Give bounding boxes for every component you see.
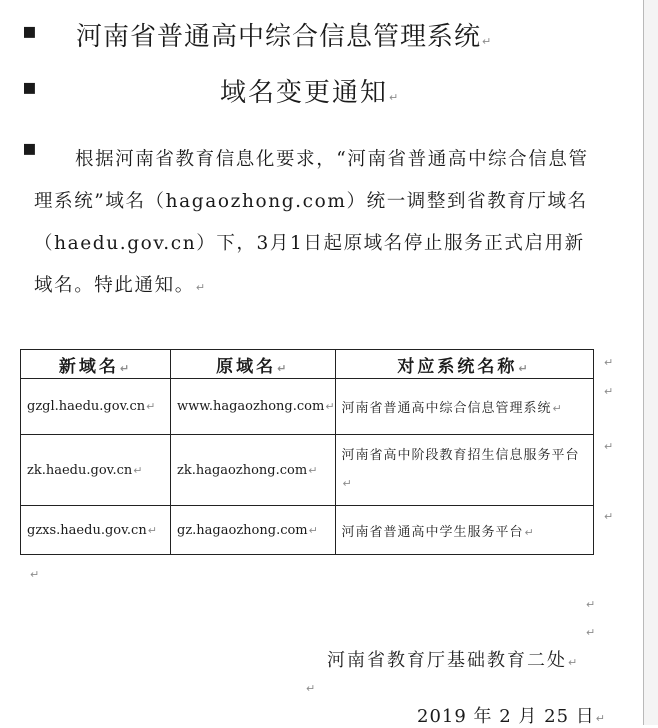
table-header-row: [21, 350, 594, 379]
notice-body: 根据河南省教育信息化要求，“河南省普通高中综合信息管理系统”域名（hagaozhong.com）统一调整到省教育厅域名（haedu.gov.cn）下，3月1日起原域名停止服务正式启用新域名。特此通知。↵: [34, 149, 589, 296]
document-subtitle: 域名变更通知↵: [220, 78, 401, 108]
new-domain-cell: gzxs.haedu.gov.cn↵: [21, 506, 171, 555]
old-domain-cell: gz.hagaozhong.com↵: [171, 506, 336, 555]
paragraph-mark: ↵: [306, 682, 316, 695]
table-row: [21, 435, 594, 506]
issuer-signature: 河南省教育厅基础教育二处↵: [327, 650, 580, 671]
bullet-marker: ▪: [22, 19, 37, 44]
old-domain-cell: zk.hagaozhong.com↵: [171, 435, 336, 506]
old-domain-cell: www.hagaozhong.com↵: [171, 379, 336, 435]
row-end-mark: ↵: [604, 385, 614, 398]
row-end-mark: ↵: [604, 440, 614, 453]
paragraph-mark: ↵: [586, 626, 596, 639]
document-title: 河南省普通高中综合信息管理系统↵: [76, 22, 493, 52]
row-end-mark: ↵: [604, 510, 614, 523]
system-name-cell: 河南省普通高中学生服务平台↵: [335, 506, 593, 555]
domain-table: [20, 349, 594, 555]
bullet-marker: ▪: [22, 136, 37, 161]
table-row: [21, 506, 594, 555]
bullet-marker: ▪: [22, 75, 37, 100]
header-old-domain: 原域名↵: [171, 350, 336, 379]
page-margin-shade: [644, 0, 658, 725]
new-domain-cell: zk.haedu.gov.cn↵: [21, 435, 171, 506]
system-name-cell: 河南省高中阶段教育招生信息服务平台↵: [335, 435, 593, 506]
system-name-cell: 河南省普通高中综合信息管理系统↵: [335, 379, 593, 435]
paragraph-mark: ↵: [586, 598, 596, 611]
table-row: [21, 379, 594, 435]
issue-date: 2019 年 2 月 25 日↵: [417, 706, 606, 727]
row-end-mark: ↵: [604, 356, 614, 369]
new-domain-cell: gzgl.haedu.gov.cn↵: [21, 379, 171, 435]
header-new-domain: 新域名↵: [21, 350, 171, 379]
header-system-name: 对应系统名称↵: [335, 350, 593, 379]
paragraph-mark: ↵: [30, 568, 40, 581]
